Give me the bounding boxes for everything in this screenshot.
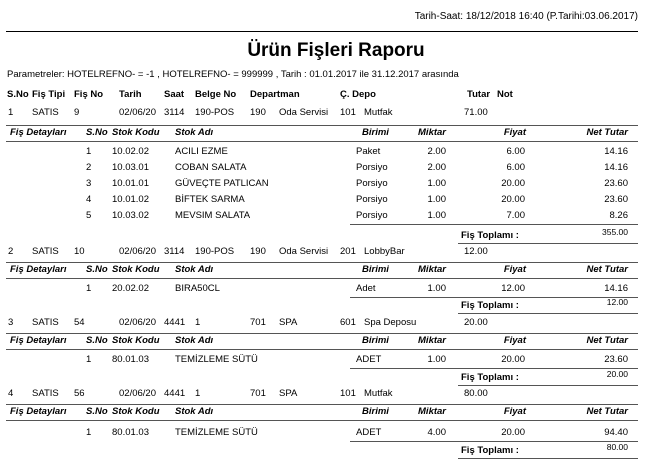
item-stok-adi: COBAN SALATA	[175, 162, 247, 173]
fis-belge-no: 190-POS	[195, 246, 235, 257]
detail-col-stok-adi: Stok Adı	[175, 127, 214, 138]
detail-col-net-tutar: Net Tutar	[586, 335, 628, 346]
detail-label: Fiş Detayları	[10, 406, 67, 417]
fis-depo-ad: Mutfak	[364, 388, 393, 399]
fis-toplam-label: Fiş Toplamı :	[461, 230, 519, 241]
item-miktar: 1.00	[427, 194, 446, 205]
col-saat: Saat	[164, 89, 185, 100]
detail-col-miktar: Miktar	[418, 335, 446, 346]
fis-departman-ad: Oda Servisi	[279, 246, 329, 257]
item-stok-kodu: 80.01.03	[112, 427, 149, 438]
fis-departman-kod: 701	[250, 317, 266, 328]
fis-toplam-label: Fiş Toplamı :	[461, 300, 519, 311]
item-net-tutar: 14.16	[604, 283, 628, 294]
report-parameters: Parametreler: HOTELREFNO- = -1 , HOTELREFNO- = 999999 , Tarih : 01.01.2017 ile 31.12.2017 arasında	[7, 69, 459, 80]
fis-saat: 3114	[164, 246, 185, 257]
detail-col-birimi: Birimi	[362, 127, 389, 138]
item-birimi: Porsiyo	[356, 210, 388, 221]
report-datetime: Tarih-Saat: 18/12/2018 16:40 (P.Tarihi:03.06.2017)	[414, 11, 638, 22]
total-rule	[458, 385, 638, 386]
item-birimi: Porsiyo	[356, 162, 388, 173]
detail-label: Fiş Detayları	[10, 264, 67, 275]
fis-depo-kod: 201	[340, 246, 356, 257]
item-fiyat: 20.00	[501, 194, 525, 205]
item-stok-kodu: 10.03.02	[112, 210, 149, 221]
item-fiyat: 12.00	[501, 283, 525, 294]
detail-col-stok-kodu: Stok Kodu	[112, 264, 160, 275]
detail-col-miktar: Miktar	[418, 127, 446, 138]
detail-col-fiyat: Fiyat	[503, 127, 526, 138]
item-birimi: ADET	[356, 354, 382, 365]
item-miktar: 2.00	[427, 162, 446, 173]
fis-no: 54	[74, 317, 85, 328]
col-belge-no: Belge No	[195, 89, 237, 100]
item-stok-adi: GÜVEÇTE PATLICAN	[175, 178, 269, 189]
item-birimi: Adet	[356, 283, 376, 294]
fis-departman-ad: SPA	[279, 388, 298, 399]
fis-no: 10	[74, 246, 85, 257]
item-net-tutar: 8.26	[609, 210, 628, 221]
detail-header-top-rule	[6, 125, 638, 126]
fis-sno: 2	[8, 246, 14, 257]
fis-depo-ad: Mutfak	[364, 107, 393, 118]
detail-col-birimi: Birimi	[362, 264, 389, 275]
fis-sno: 4	[8, 388, 14, 399]
item-stok-kodu: 10.01.02	[112, 194, 149, 205]
item-stok-adi: MEVSIM SALATA	[175, 210, 251, 221]
fis-tutar: 20.00	[464, 317, 488, 328]
report-title: Ürün Fişleri Raporu	[247, 40, 425, 61]
item-stok-kodu: 10.02.02	[112, 146, 149, 157]
fis-toplam-label: Fiş Toplamı :	[461, 445, 519, 456]
item-birimi: Porsiyo	[356, 178, 388, 189]
item-sno: 2	[86, 162, 92, 173]
item-fiyat: 6.00	[506, 146, 525, 157]
detail-header-bottom-rule	[6, 420, 638, 421]
item-stok-kodu: 10.03.01	[112, 162, 149, 173]
item-stok-kodu: 80.01.03	[112, 354, 149, 365]
detail-col-net-tutar: Net Tutar	[586, 406, 628, 417]
detail-col-birimi: Birimi	[362, 335, 389, 346]
detail-col-sno: S.No	[86, 335, 108, 346]
item-net-tutar: 14.16	[604, 162, 628, 173]
item-sno: 1	[86, 354, 92, 365]
fis-saat: 4441	[164, 317, 186, 328]
item-fiyat: 6.00	[506, 162, 525, 173]
col-sno: S.No	[7, 89, 29, 100]
fis-departman-ad: Oda Servisi	[279, 107, 329, 118]
item-fiyat: 7.00	[506, 210, 525, 221]
item-miktar: 1.00	[427, 210, 446, 221]
detail-col-net-tutar: Net Tutar	[586, 127, 628, 138]
col-tutar: Tutar	[467, 89, 491, 100]
detail-col-fiyat: Fiyat	[503, 406, 526, 417]
detail-label: Fiş Detayları	[10, 127, 67, 138]
detail-col-net-tutar: Net Tutar	[586, 264, 628, 275]
fis-no: 9	[74, 107, 80, 118]
fis-belge-no: 190-POS	[195, 107, 235, 118]
fis-toplam-value: 12.00	[606, 297, 628, 307]
items-bottom-rule	[350, 441, 638, 442]
col-c-depo: Ç. Depo	[340, 89, 376, 100]
items-bottom-rule	[350, 297, 638, 298]
fis-toplam-value: 355.00	[602, 227, 628, 237]
item-birimi: Porsiyo	[356, 194, 388, 205]
fis-depo-kod: 601	[340, 317, 356, 328]
total-rule	[458, 243, 638, 244]
fis-tutar: 71.00	[464, 107, 488, 118]
item-sno: 1	[86, 283, 92, 294]
fis-saat: 3114	[164, 107, 185, 118]
item-net-tutar: 23.60	[604, 194, 628, 205]
fis-departman-kod: 701	[250, 388, 266, 399]
detail-col-fiyat: Fiyat	[503, 264, 526, 275]
fis-departman-kod: 190	[250, 246, 266, 257]
items-bottom-rule	[350, 368, 638, 369]
item-stok-adi: BIRA50CL	[175, 283, 220, 294]
fis-tarih: 02/06/20	[119, 317, 156, 328]
item-birimi: Paket	[356, 146, 381, 157]
fis-tarih: 02/06/20	[119, 388, 156, 399]
item-stok-adi: TEMİZLEME SÜTÜ	[175, 427, 258, 438]
item-stok-adi: ACILI EZME	[175, 146, 228, 157]
detail-col-sno: S.No	[86, 406, 108, 417]
detail-header-top-rule	[6, 333, 638, 334]
fis-tipi: SATIS	[32, 388, 59, 399]
col-not: Not	[497, 89, 513, 100]
item-stok-adi: TEMİZLEME SÜTÜ	[175, 354, 258, 365]
detail-header-bottom-rule	[6, 278, 638, 279]
item-miktar: 1.00	[427, 354, 446, 365]
item-sno: 1	[86, 427, 92, 438]
fis-depo-kod: 101	[340, 388, 356, 399]
fis-toplam-value: 80.00	[606, 442, 628, 452]
detail-col-miktar: Miktar	[418, 406, 446, 417]
detail-col-stok-kodu: Stok Kodu	[112, 335, 160, 346]
fis-tarih: 02/06/20	[119, 246, 156, 257]
item-stok-kodu: 20.02.02	[112, 283, 149, 294]
fis-belge-no: 1	[195, 317, 201, 328]
total-rule	[458, 313, 638, 314]
fis-tarih: 02/06/20	[119, 107, 156, 118]
detail-header-bottom-rule	[6, 349, 638, 350]
item-miktar: 2.00	[427, 146, 446, 157]
detail-col-birimi: Birimi	[362, 406, 389, 417]
item-net-tutar: 94.40	[604, 427, 628, 438]
detail-col-stok-adi: Stok Adı	[175, 406, 214, 417]
fis-depo-ad: LobbyBar	[364, 246, 405, 257]
col-fis-no: Fiş No	[74, 89, 104, 100]
item-fiyat: 20.00	[501, 354, 525, 365]
item-net-tutar: 14.16	[604, 146, 628, 157]
fis-toplam-label: Fiş Toplamı :	[461, 372, 519, 383]
item-miktar: 1.00	[427, 178, 446, 189]
fis-sno: 1	[8, 107, 14, 118]
fis-tipi: SATIS	[32, 107, 59, 118]
fis-depo-ad: Spa Deposu	[364, 317, 417, 328]
item-net-tutar: 23.60	[604, 178, 628, 189]
fis-tutar: 80.00	[464, 388, 488, 399]
item-sno: 1	[86, 146, 92, 157]
col-fis-tipi: Fiş Tipi	[32, 89, 66, 100]
item-miktar: 4.00	[427, 427, 446, 438]
fis-depo-kod: 101	[340, 107, 356, 118]
total-rule	[458, 458, 638, 459]
item-sno: 3	[86, 178, 92, 189]
fis-saat: 4441	[164, 388, 186, 399]
items-bottom-rule	[350, 224, 638, 225]
item-net-tutar: 23.60	[604, 354, 628, 365]
detail-header-bottom-rule	[6, 141, 638, 142]
fis-toplam-value: 20.00	[606, 369, 628, 379]
item-birimi: ADET	[356, 427, 382, 438]
item-stok-kodu: 10.01.01	[112, 178, 149, 189]
detail-col-stok-kodu: Stok Kodu	[112, 127, 160, 138]
detail-col-stok-kodu: Stok Kodu	[112, 406, 160, 417]
item-miktar: 1.00	[427, 283, 446, 294]
item-stok-adi: BİFTEK SARMA	[175, 194, 245, 205]
fis-tutar: 12.00	[464, 246, 488, 257]
detail-col-fiyat: Fiyat	[503, 335, 526, 346]
item-fiyat: 20.00	[501, 427, 525, 438]
item-sno: 5	[86, 210, 92, 221]
detail-header-top-rule	[6, 404, 638, 405]
detail-col-sno: S.No	[86, 127, 108, 138]
fis-belge-no: 1	[195, 388, 201, 399]
fis-tipi: SATIS	[32, 317, 59, 328]
detail-col-stok-adi: Stok Adı	[175, 335, 214, 346]
detail-header-top-rule	[6, 262, 638, 263]
fis-departman-kod: 190	[250, 107, 266, 118]
fis-sno: 3	[8, 317, 14, 328]
header-rule	[6, 31, 638, 32]
detail-label: Fiş Detayları	[10, 335, 67, 346]
fis-no: 56	[74, 388, 85, 399]
detail-col-sno: S.No	[86, 264, 108, 275]
item-sno: 4	[86, 194, 92, 205]
fis-departman-ad: SPA	[279, 317, 298, 328]
item-fiyat: 20.00	[501, 178, 525, 189]
detail-col-stok-adi: Stok Adı	[175, 264, 214, 275]
col-tarih: Tarih	[119, 89, 142, 100]
detail-col-miktar: Miktar	[418, 264, 446, 275]
fis-tipi: SATIS	[32, 246, 59, 257]
col-departman: Departman	[250, 89, 300, 100]
